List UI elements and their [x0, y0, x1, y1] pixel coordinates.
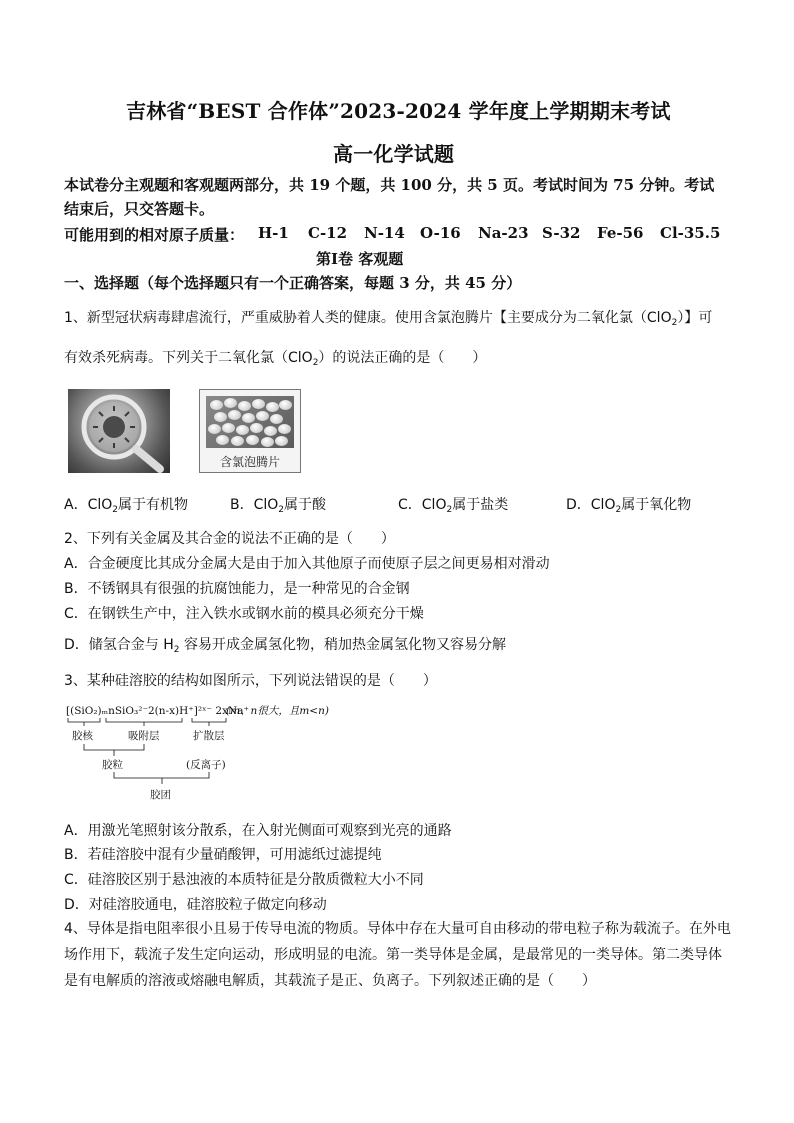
q1-option-b: B．ClO$_2$属于酸: [230, 497, 327, 515]
atomic-mass-na: Na-23: [478, 224, 529, 242]
diagram-label-core: 胶核: [72, 730, 93, 742]
q1-stem-line-2: 有效杀死病毒。下列关于二氧化氯（ClO$_2$）的说法正确的是（ ）: [64, 350, 487, 368]
exam-title: 吉林省“BEST 合作体”2023-2024 学年度上学期期末考试: [126, 99, 671, 123]
q1-option-c: C．ClO$_2$属于盐类: [398, 497, 509, 515]
diagram-label-micelle: 胶团: [150, 789, 171, 801]
exam-subtitle: 高一化学试题: [333, 142, 455, 166]
q3-option-b: B．若硅溶胶中混有少量硝酸钾，可用滤纸过滤提纯: [64, 847, 382, 863]
q3-stem: 3、某种硅溶胶的结构如图所示，下列说法错误的是（ ）: [64, 673, 437, 689]
atomic-mass-o: O-16: [420, 224, 461, 242]
virus-magnifier-image: [68, 389, 170, 473]
q2-option-d: D．储氢合金与 $H_2$ 容易开成金属氢化物，稍加热金属氢化物又容易分解: [64, 637, 506, 655]
atomic-mass-h: H-1: [258, 224, 289, 242]
diagram-formula: [(SiO₂)ₘnSiO₃²⁻2(n-x)H⁺]²ˣ⁻ 2xNa⁺: [66, 705, 250, 717]
q4-stem-line-1: 4、导体是指电阻率很小且易于传导电流的物质。导体中存在大量可自由移动的带电粒子称为载流子。在外电: [64, 921, 731, 937]
atomic-mass-s: S-32: [542, 224, 581, 242]
diagram-condition: (m、n很大，且m<n): [226, 705, 329, 717]
q1-option-d: D．ClO$_2$属于氧化物: [566, 497, 692, 515]
atomic-mass-c: C-12: [308, 224, 348, 242]
intro-line-2: 结束后，只交答题卡。: [64, 200, 215, 218]
diagram-label-counter: (反离子): [186, 759, 226, 771]
tablet-image-caption: 含氯泡腾片: [219, 455, 280, 469]
diagram-label-adsorb: 吸附层: [128, 730, 160, 742]
q2-stem: 2、下列有关金属及其合金的说法不正确的是（ ）: [64, 531, 395, 547]
q2-option-b: B．不锈钢具有很强的抗腐蚀能力，是一种常见的合金钢: [64, 581, 410, 597]
q3-option-c: C．硅溶胶区别于悬浊液的本质特征是分散质微粒大小不同: [64, 872, 424, 888]
atomic-mass-fe: Fe-56: [597, 224, 644, 242]
q4-stem-line-2: 场作用下，载流子发生定向运动，形成明显的电流。第一类导体是金属，是最常见的一类导体。第二类导体: [64, 947, 722, 963]
atomic-mass-cl: Cl-35.5: [660, 224, 721, 242]
q4-stem-line-3: 是有电解质的溶液或熔融电解质，其载流子是正、负离子。下列叙述正确的是（ ）: [64, 973, 596, 989]
diagram-label-particle: 胶粒: [102, 759, 123, 771]
intro-line-1: 本试卷分主观题和客观题两部分，共 19 个题，共 100 分，共 5 页。考试时间为 75 分钟。考试: [64, 176, 715, 194]
atomic-mass-label: 可能用到的相对原子质量：: [64, 226, 245, 244]
q3-option-a: A．用激光笔照射该分散系，在入射光侧面可观察到光亮的通路: [64, 823, 452, 839]
tablet-image: [199, 389, 301, 473]
diagram-label-diffuse: 扩散层: [193, 730, 225, 742]
q1-stem-line-1: 1、新型冠状病毒肆虐流行，严重威胁着人类的健康。使用含氯泡腾片【主要成分为二氧化氯（ClO$_2$）】可: [64, 310, 713, 328]
q2-option-a: A．合金硬度比其成分金属大是由于加入其他原子而使原子层之间更易相对滑动: [64, 556, 550, 572]
atomic-mass-n: N-14: [364, 224, 405, 242]
part-title: 第Ⅰ卷 客观题: [316, 250, 404, 268]
q3-option-d: D．对硅溶胶通电，硅溶胶粒子做定向移动: [64, 897, 327, 913]
section-title: 一、选择题（每个选择题只有一个正确答案，每题 3 分，共 45 分）: [64, 274, 522, 292]
silica-sol-structure-diagram: [66, 702, 356, 802]
q1-option-a: A．ClO$_2$属于有机物: [64, 497, 188, 515]
q2-option-c: C．在钢铁生产中，注入铁水或钢水前的模具必须充分干燥: [64, 606, 424, 622]
